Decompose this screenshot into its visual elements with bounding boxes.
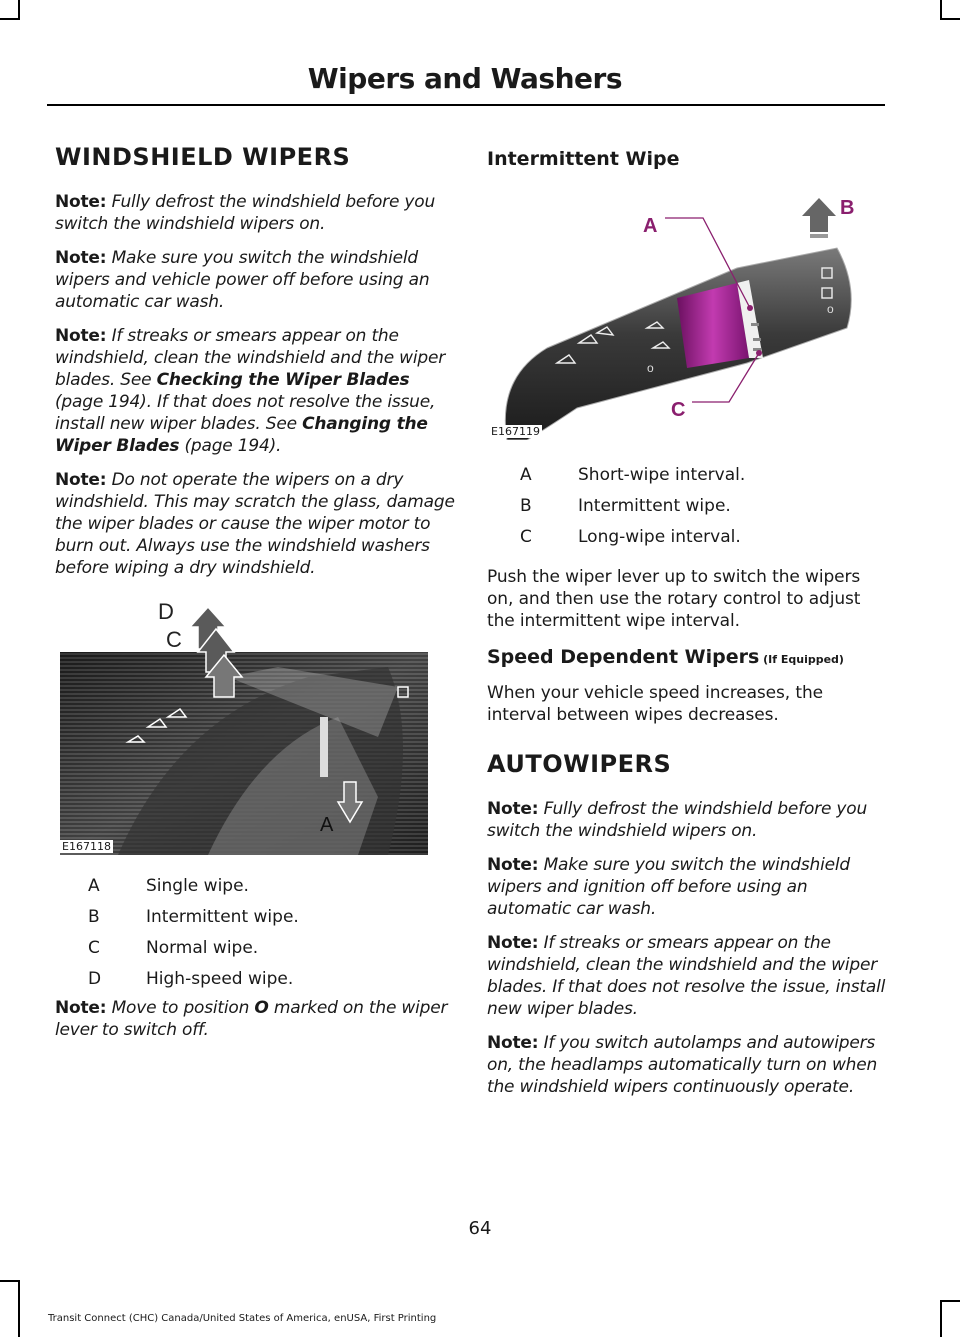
- note-label: Note:: [487, 855, 539, 875]
- callout-a: A: [643, 215, 658, 237]
- section-heading-speed-dependent: [487, 646, 887, 668]
- note-text: Make sure you switch the windshield wipers and vehicle power off before using an automatic car wash.: [55, 248, 430, 312]
- legend-item: [55, 870, 435, 901]
- note-dry-windshield: [55, 469, 455, 579]
- left-column: [55, 143, 455, 591]
- legend-key: B: [88, 906, 100, 927]
- page-title: Wipers and Washers: [307, 62, 622, 95]
- callout-c: C: [671, 399, 686, 421]
- wiper-lever-illustration: [58, 597, 430, 855]
- note-text: If streaks or smears appear on the windshield, clean the windshield and the wiper blades. See: [55, 326, 446, 390]
- crop-mark: [940, 18, 960, 20]
- note-autolamps: [487, 1032, 887, 1098]
- cross-reference-link[interactable]: Changing the Wiper Blades: [55, 414, 428, 456]
- callout-c: C: [166, 627, 182, 652]
- legend-key: B: [520, 495, 532, 516]
- callout-d: D: [158, 599, 174, 624]
- footer-text: Transit Connect (CHC) Canada/United States of America, enUSA, First Printing: [48, 1313, 437, 1324]
- note-text: If you switch autolamps and autowipers on, the headlamps automatically turn on when the windshield wipers continuously operate.: [487, 1033, 878, 1097]
- cross-reference-link[interactable]: Checking the Wiper Blades: [156, 370, 410, 390]
- section-heading-autowipers: AUTOWIPERS: [487, 750, 672, 778]
- legend-item: [55, 901, 435, 932]
- note-label: Note:: [55, 248, 107, 268]
- section-heading-windshield-wipers: WINDSHIELD WIPERS: [55, 143, 351, 171]
- legend-value: High-speed wipe.: [146, 968, 294, 989]
- figure-code: E167119: [491, 425, 540, 438]
- crop-mark: [0, 18, 20, 20]
- note-label: Note:: [55, 192, 107, 212]
- off-marker-icon: o: [827, 302, 834, 316]
- speed-paragraph: When your vehicle speed increases, the interval between wipes decreases.: [487, 683, 823, 725]
- note-label: Note:: [487, 1033, 539, 1053]
- heading-suffix: (If Equipped): [759, 653, 844, 666]
- intermittent-paragraph: Push the wiper lever up to switch the wipers on, and then use the rotary control to adjust the intermittent wipe interval.: [487, 567, 861, 631]
- legend-key: D: [88, 968, 102, 989]
- page-number: 64: [468, 1218, 492, 1239]
- note-label: Note:: [487, 799, 539, 819]
- callout-b: B: [840, 197, 855, 219]
- callout-a: A: [320, 814, 334, 836]
- crop-mark: [940, 0, 942, 20]
- legend-value: Intermittent wipe.: [578, 495, 731, 516]
- legend-key: A: [88, 875, 100, 896]
- legend-item: [55, 963, 435, 994]
- legend-item: [487, 459, 867, 490]
- section-heading-intermittent-wipe: Intermittent Wipe: [487, 148, 680, 170]
- legend-value: Normal wipe.: [146, 937, 259, 958]
- note-text: Make sure you switch the windshield wipers and ignition off before using an automatic car wash.: [487, 855, 850, 919]
- right-column-lower: [487, 566, 887, 1110]
- note-car-wash: [55, 247, 455, 313]
- legend-value: Long-wipe interval.: [578, 526, 741, 547]
- wiper-lever-figure: [58, 597, 430, 855]
- crop-mark: [940, 1300, 960, 1302]
- figure-code: E167118: [62, 840, 111, 853]
- note-text: Move to position: [106, 998, 255, 1018]
- intermittent-wipe-figure: [487, 188, 859, 440]
- off-marker-icon: o: [647, 361, 654, 375]
- legend-value: Single wipe.: [146, 875, 249, 896]
- legend-item: [487, 490, 867, 521]
- note-text: (page 194). If that does not resolve the issue, install new wiper blades. See: [55, 392, 436, 434]
- note-switch-off: [55, 997, 455, 1041]
- header-rule: [47, 104, 885, 106]
- note-text: If streaks or smears appear on the windshield, clean the windshield and the wiper blades. If that does not resolve the issue, install new wiper blades.: [487, 933, 886, 1019]
- legend-key: C: [520, 526, 532, 547]
- note-text: Fully defrost the windshield before you switch the windshield wipers on.: [487, 799, 868, 841]
- note-car-wash: [487, 854, 887, 920]
- crop-mark: [18, 0, 20, 20]
- note-label: Note:: [55, 326, 107, 346]
- left-legend: [55, 870, 435, 994]
- legend-key: A: [520, 464, 532, 485]
- note-text: (page 194).: [179, 436, 282, 456]
- legend-value: Intermittent wipe.: [146, 906, 299, 927]
- note-defrost: [55, 191, 455, 235]
- legend-key: C: [88, 937, 100, 958]
- note-text: marked on the wiper lever to switch off.: [55, 998, 448, 1040]
- note-label: Note:: [487, 933, 539, 953]
- note-defrost: [487, 798, 887, 842]
- heading-text: Speed Dependent Wipers: [487, 646, 760, 668]
- note-label: Note:: [55, 470, 107, 490]
- crop-mark: [940, 1300, 942, 1337]
- off-position-marker: O: [254, 998, 269, 1018]
- note-streaks: [487, 932, 887, 1020]
- legend-item: [487, 521, 867, 552]
- right-legend: [487, 459, 867, 552]
- legend-value: Short-wipe interval.: [578, 464, 746, 485]
- crop-mark: [0, 1280, 20, 1282]
- note-label: Note:: [55, 998, 107, 1018]
- legend-item: [55, 932, 435, 963]
- rotary-control-illustration: [487, 188, 859, 440]
- crop-mark: [18, 1280, 20, 1337]
- note-streaks: [55, 325, 455, 457]
- note-text: Do not operate the wipers on a dry windshield. This may scratch the glass, damage the wiper blades or cause the wiper motor to burn out. Always use the windshield washers before wiping a dry windshield.: [55, 470, 455, 578]
- note-text: Fully defrost the windshield before you switch the windshield wipers on.: [55, 192, 436, 234]
